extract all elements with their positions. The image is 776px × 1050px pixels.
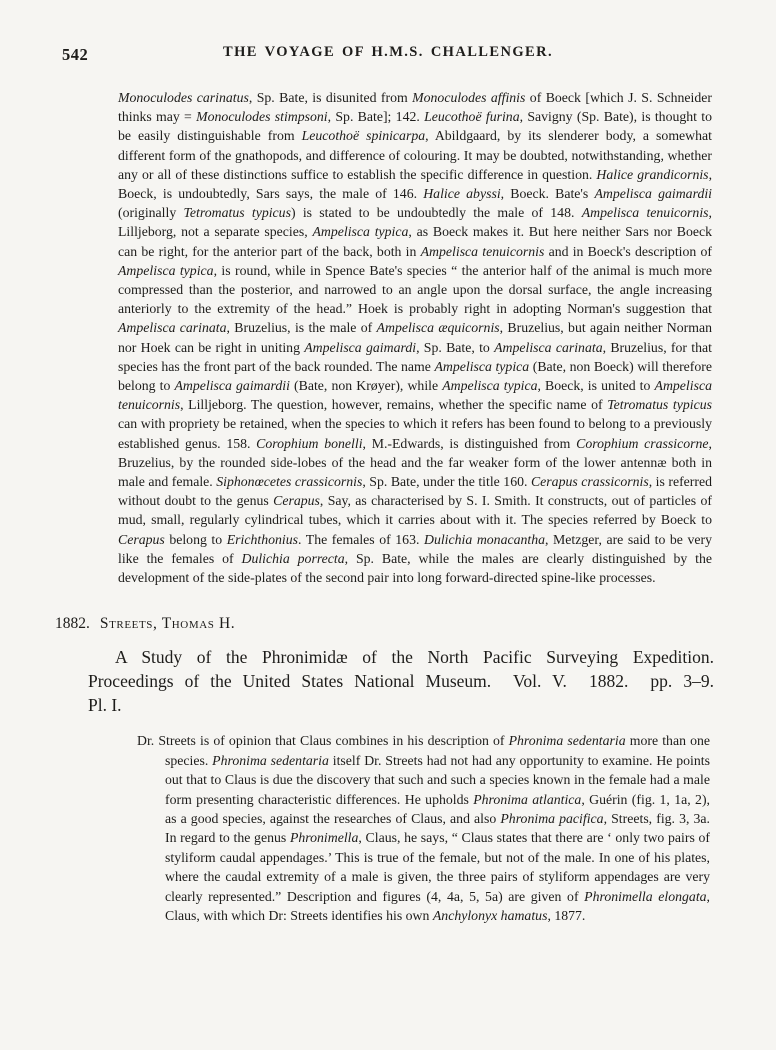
abstract-paragraph-2: Dr. Streets is of opinion that Claus combines in his description of Phronima sedentaria more than one species. Phronima sedentaria itself Dr. Streets had not had any opportunity to examine. He points out that to Claus is due the discovery that such and such a species known in the female had a male form presenting characteristic differences. He upholds Phronima atlantica, Guérin (fig. 1, 1a, 2), as a good species, against the researches of Claus, and also Phronima pacifica, Streets, fig. 3, 3a. In regard to the genus Phronimella, Claus, he says, “ Claus states that there are ‘ only two pairs of styliform caudal appendages.’ This is true of the female, but not of the male. In one of his plates, where the caudal extremity of a male is given, the three pairs of styliform appendages are very clearly represented.” Description and figures (4, 4a, 5, 5a) are given of Phronimella elongata, Claus, with which Dr: Streets identifies his own Anchylonyx hamatus, 1877.: [137, 733, 711, 923]
entry-year: 1882.: [55, 615, 90, 633]
entry-title-line-3: Pl. I.: [88, 695, 122, 716]
entry-title: [88, 645, 714, 717]
abstract-paragraph-1: Monoculodes carinatus, Sp. Bate, is disunited from Monoculodes affinis of Boeck [which J. S. Schneider thinks may = Monoculodes stimpsoni, Sp. Bate]; 142. Leucothoë furina, Savigny (Sp. Bate), is thought to be easily distinguishable from Leucothoë spinicarpa, Abildgaard, by its slenderer body, a somewhat different form of the gnathopods, and difference of colouring. It may be doubted, notwithstanding, whether any or all of these distinctions suffice to establish the specific difference in question. Halice grandicornis, Boeck, is undoubtedly, Sars says, the male of 146. Halice abyssi, Boeck. Bate's Ampelisca gaimardii (originally Tetromatus typicus) is stated to be undoubtedly the male of 148. Ampelisca tenuicornis, Lilljeborg, not a separate species, Ampelisca typica, as Boeck makes it. But here neither Sars nor Boeck can be right, for the anterior part of the back, both in Ampelisca tenuicornis and in Boeck's description of Ampelisca typica, is round, while in Spence Bate's species “ the anterior half of the animal is much more compressed than the posterior, and narrowed to an angle upon the dorsal surface, the angle increasing anteriorly to the extremity of the head.” Hoek is probably right in adopting Norman's suggestion that Ampelisca carinata, Bruzelius, is the male of Ampelisca æquicornis, Bruzelius, but again neither Norman nor Hoek can be right in uniting Ampelisca gaimardi, Sp. Bate, to Ampelisca carinata, Bruzelius, for that species has the front part of the back rounded. The name Ampelisca typica (Bate, non Boeck) will therefore belong to Ampelisca gaimardii (Bate, non Krøyer), while Ampelisca typica, Boeck, is united to Ampelisca tenuicornis, Lilljeborg. The question, however, remains, whether the specific name of Tetromatus typicus can with propriety be retained, when the species to which it refers has been found to belong to a previously established genus. 158. Corophium bonelli, M.-Edwards, is distinguished from Corophium crassicorne, Bruzelius, by the rounded side-lobes of the head and the far weaker form of the lower antennæ both in male and female. Siphonœcetes crassicornis, Sp. Bate, under the title 160. Cerapus crassicornis, is referred without doubt to the genus Cerapus, Say, as characterised by S. I. Smith. It constructs, out of particles of mud, small, regularly cylindrical tubes, which it carries about with it. The species referred by Boeck to Cerapus belong to Erichthonius. The females of 163. Dulichia monacantha, Metzger, are said to be very like the females of Dulichia porrecta, Sp. Bate, while the males are clearly distinguished by the development of the side-plates of the second pair into long forward-directed spine-like processes.: [118, 90, 713, 586]
page-number: 542: [62, 45, 89, 64]
entry-title-line-1: A Study of the Phronimidæ of the North Pacific Surveying Expedition.: [115, 647, 714, 668]
entry-author: Streets, Thomas H.: [99, 615, 236, 633]
page-header: [0, 44, 776, 66]
entry-title-line-2: Proceedings of the United States National Museum. Vol. V. 1882. pp. 3–9.: [88, 671, 714, 692]
entry-heading: [55, 615, 776, 633]
running-title: THE VOYAGE OF H.M.S. CHALLENGER.: [223, 44, 553, 60]
